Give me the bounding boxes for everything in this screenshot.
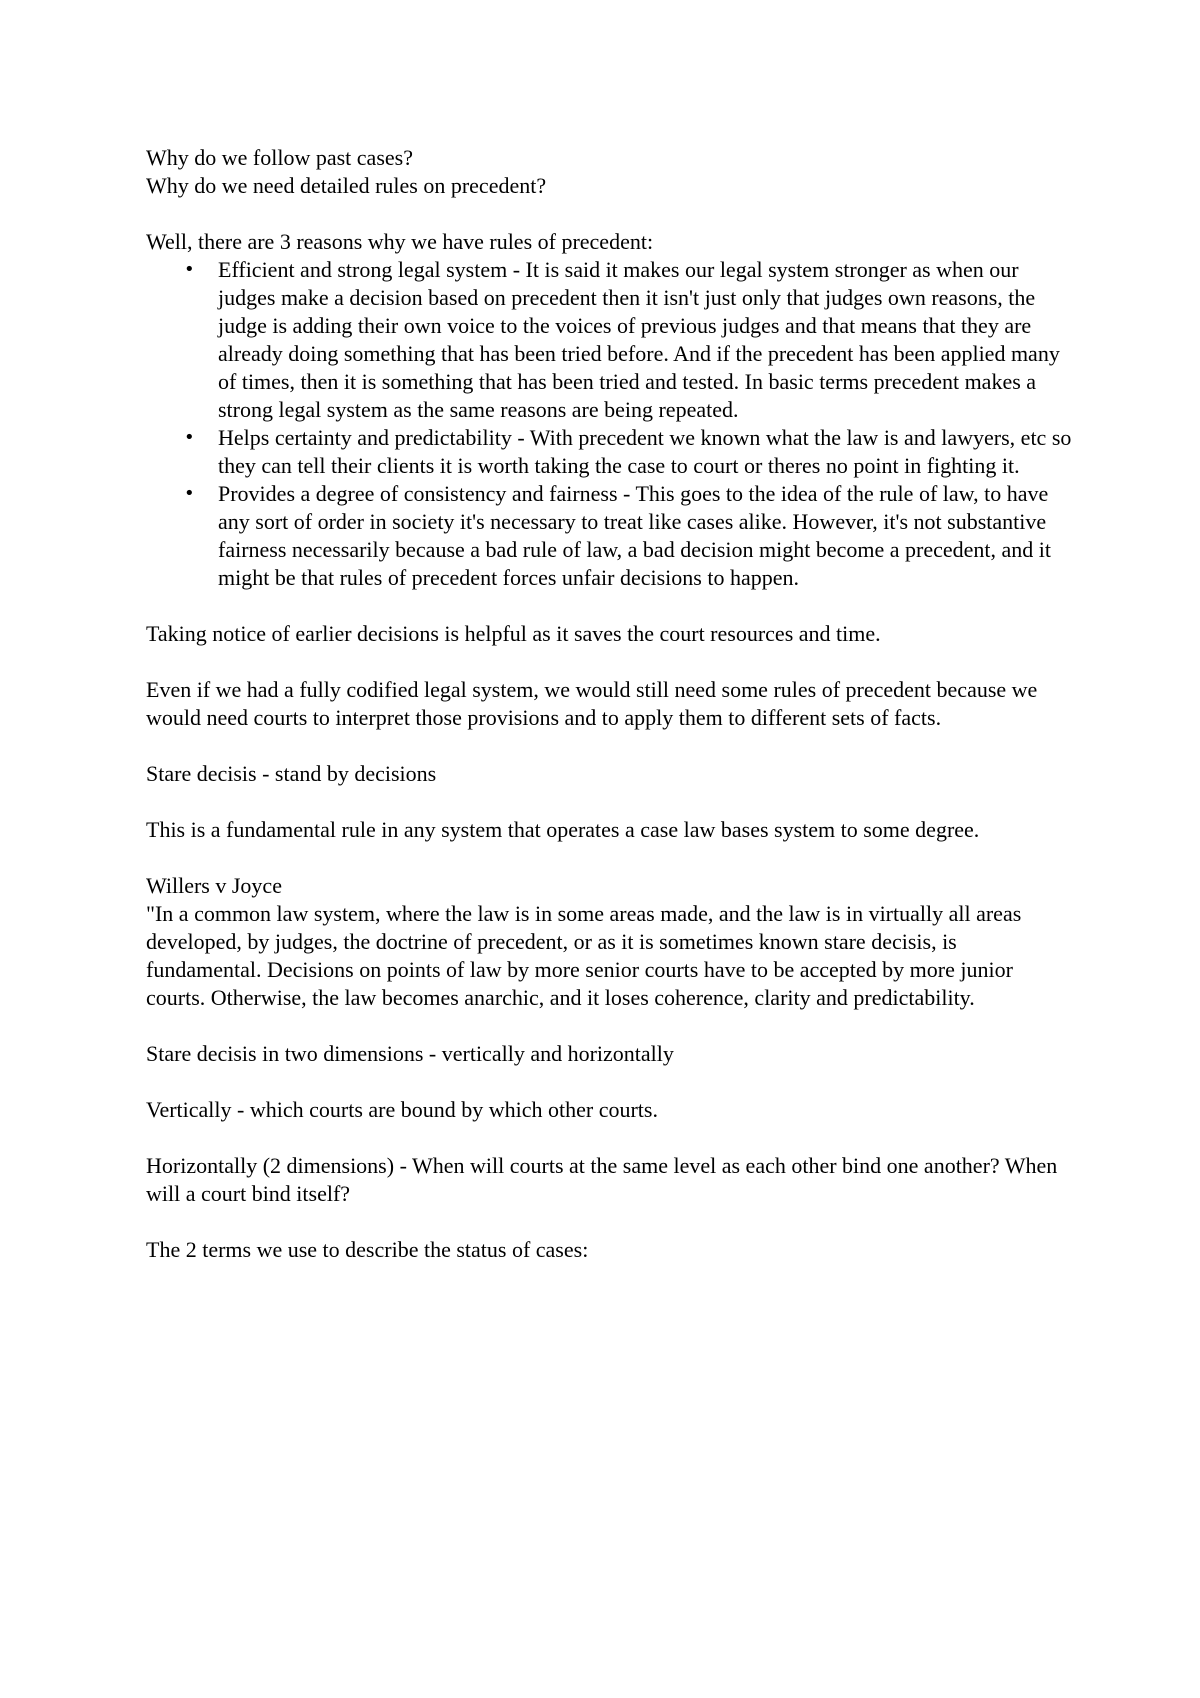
list-item [146, 424, 1076, 480]
paragraph-stare-decisis: Stare decisis - stand by decisions [146, 761, 437, 786]
case-quote: "In a common law system, where the law is in some areas made, and the law is in virtually all areas developed, by judges, the doctrine of precedent, or as it is sometimes known stare decisis, is fundamental. Decisions on points of law by more senior courts have to be accepted by more junior courts. Otherwise, the law becomes anarchic, and it loses coherence, clarity and predictability. [146, 901, 1022, 1010]
reason-text: Provides a degree of consistency and fairness - This goes to the idea of the rule of law, to have any sort of order in society it's necessary to treat like cases alike. However, it's not substantive fairness necessarily because a bad rule of law, a bad decision might become a precedent, and it might be that rules of precedent forces unfair decisions to happen. [218, 481, 1052, 590]
paragraph-codified: Even if we had a fully codified legal system, we would still need some rules of precedent because we would need courts to interpret those provisions and to apply them to different sets of facts. [146, 677, 1038, 730]
paragraph-horizontally: Horizontally (2 dimensions) - When will courts at the same level as each other bind one another? When will a court bind itself? [146, 1153, 1058, 1206]
list-item [146, 256, 1076, 424]
bullet-icon: • [184, 427, 195, 448]
paragraph-earlier-decisions: Taking notice of earlier decisions is helpful as it saves the court resources and time. [146, 621, 881, 646]
paragraph-two-dimensions: Stare decisis in two dimensions - vertically and horizontally [146, 1041, 674, 1066]
reason-text: Helps certainty and predictability - With precedent we known what the law is and lawyers, etc so they can tell their clients it is worth taking the case to court or theres no point in fighting it. [218, 425, 1072, 478]
reasons-list [146, 256, 1076, 592]
case-name: Willers v Joyce [146, 873, 282, 898]
paragraph-fundamental: This is a fundamental rule in any system that operates a case law bases system to some degree. [146, 817, 980, 842]
list-item [146, 480, 1076, 592]
reasons-intro: Well, there are 3 reasons why we have rules of precedent: [146, 229, 654, 254]
reason-text: Efficient and strong legal system - It is said it makes our legal system stronger as when our judges make a decision based on precedent then it isn't just only that judges own reasons, the judge is adding their own voice to the voices of previous judges and that means that they are already doing something that has been tried before. And if the precedent has been applied many of times, then it is something that has been tried and tested. In basic terms precedent makes a strong legal system as the same reasons are being repeated. [218, 257, 1060, 422]
intro-question-1: Why do we follow past cases? [146, 145, 413, 170]
paragraph-vertically: Vertically - which courts are bound by which other courts. [146, 1097, 658, 1122]
bullet-icon: • [184, 483, 195, 504]
intro-question-2: Why do we need detailed rules on precedent? [146, 173, 547, 198]
document-body [146, 144, 1076, 1264]
bullet-icon: • [184, 259, 195, 280]
paragraph-two-terms: The 2 terms we use to describe the status of cases: [146, 1237, 589, 1262]
